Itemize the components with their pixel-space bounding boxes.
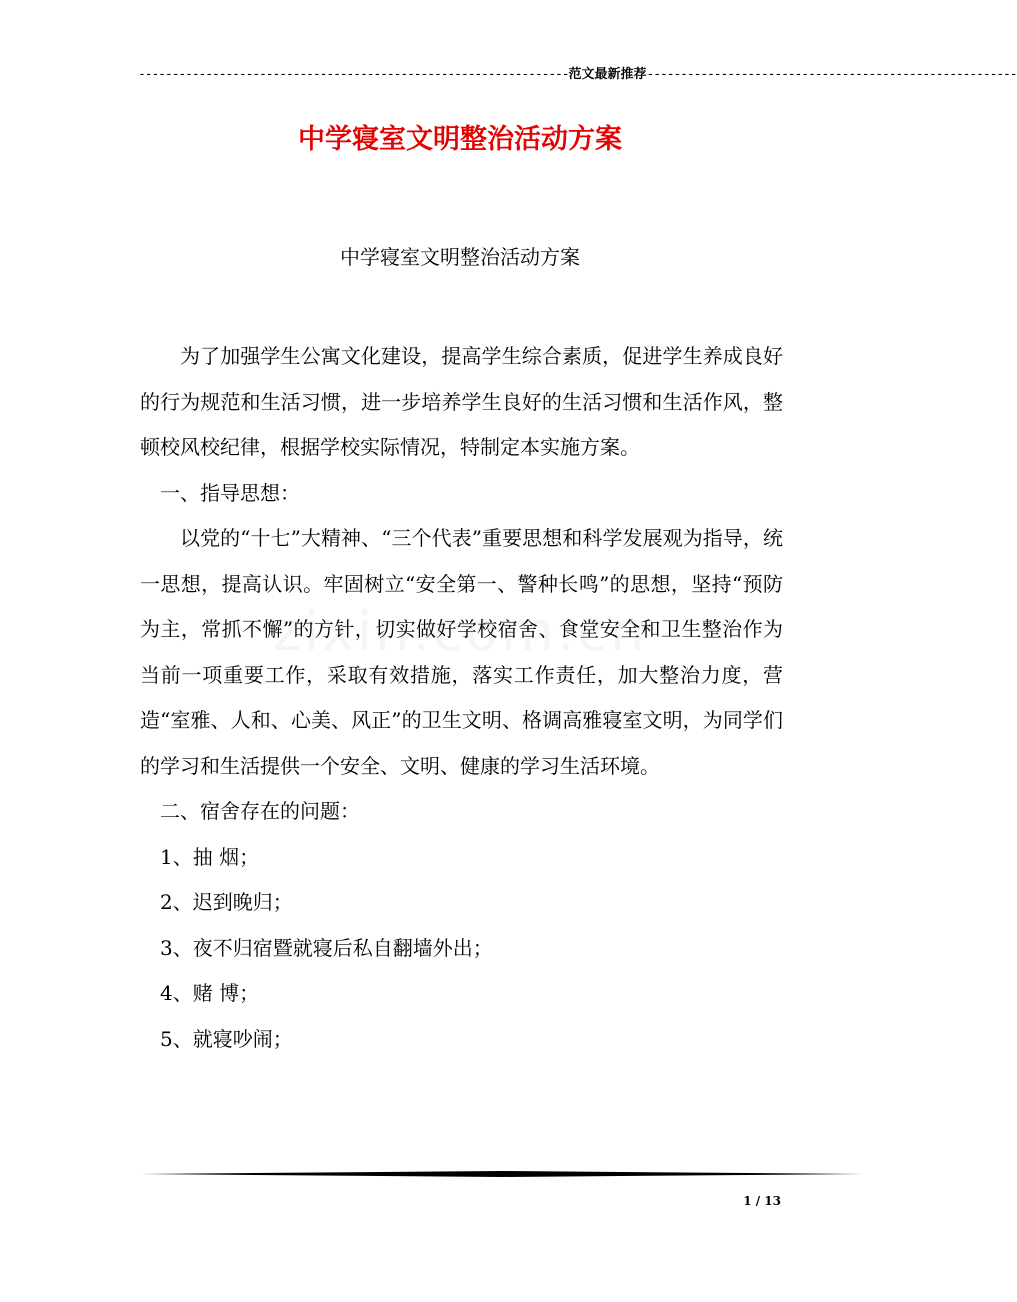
header-dashes-right: -------------------------------------------------------: [646, 67, 1017, 82]
header-dashes-left: ----------------------------------------------------------------: [138, 67, 569, 82]
document-body: [140, 334, 783, 1062]
problem-list-item: 3、夜不归宿暨就寝后私自翻墙外出；: [160, 935, 493, 960]
guiding-thought-paragraph: 以党的“十七”大精神、“三个代表”重要思想和科学发展观为指导，统一思想，提高认识。牢固树立“安全第一、警种长鸣”的思想，坚持“预防为主，常抓不懈”的方针，切实做好学校宿舍、食堂安全和卫生整治作为当前一项重要工作，采取有效措施，落实工作责任，加大整治力度，营造“室雅、人和、心美、风正”的卫生文明、格调高雅寝室文明，为同学们的学习和生活提供一个安全、文明、健康的学习生活环境。: [140, 526, 783, 778]
document-title: 中学寝室文明整治活动方案: [298, 124, 622, 155]
page-number: 1 / 13: [743, 1194, 781, 1208]
document-subtitle: 中学寝室文明整治活动方案: [340, 245, 580, 269]
problem-list-item: 4、赌 博；: [160, 981, 260, 1005]
footer-rule: [141, 1171, 863, 1177]
section-heading-guiding-thought: 一、指导思想：: [160, 480, 300, 505]
problem-list-item: 2、迟到晚归；: [160, 890, 293, 914]
problem-list-item: 1、抽 烟；: [160, 844, 260, 869]
intro-paragraph: 为了加强学生公寓文化建设，提高学生综合素质，促进学生养成良好的行为规范和生活习惯，进一步培养学生良好的生活习惯和生活作风，整顿校风校纪律，根据学校实际情况，特制定本实施方案。: [140, 344, 783, 459]
problem-list-item: 5、就寝吵闹；: [160, 1026, 293, 1051]
page-header: [138, 66, 1017, 84]
section-heading-problems: 二、宿舍存在的问题：: [160, 799, 360, 823]
header-label: 范文最新推荐: [568, 67, 647, 82]
